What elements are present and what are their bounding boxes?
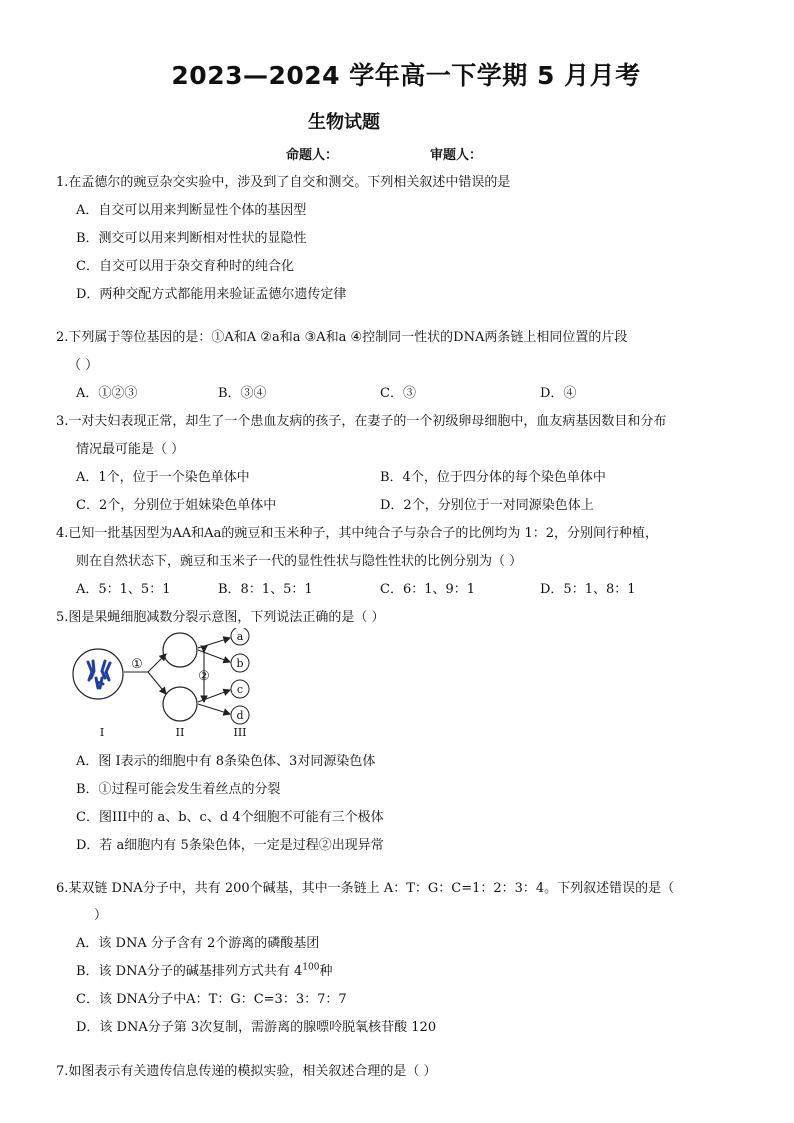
cell-ii-top — [163, 633, 197, 667]
question-5-option-a: A．图 I表示的细胞中有 8条染色体、3对同源染色体 — [76, 754, 376, 769]
question-6-option-b-tail: 种 — [319, 964, 333, 979]
cell-ii-bottom — [163, 687, 197, 721]
step-2-label: ② — [198, 669, 210, 684]
cell-d-label: d — [236, 709, 244, 722]
question-4-stem: 4.已知一批基因型为AA和Aa的豌豆和玉米种子，其中纯合子与杂合子的比例均为 1：2，分别间行种植， — [56, 526, 658, 541]
question-6-stem: 6.某双链 DNA分子中，共有 200个碱基，其中一条链上 A：T：G：C=1：2：3：4。下列叙述错误的是（ — [56, 881, 675, 896]
question-3-option-a: A．1个，位于一个染色单体中 — [76, 470, 250, 485]
question-6-option-d: D．该 DNA分子第 3次复制，需游离的腺嘌呤脱氧核苷酸 120 — [76, 1020, 437, 1035]
question-4-option-c: C．6：1、9：1 — [380, 582, 476, 597]
chromosomes-icon — [88, 661, 110, 688]
stage-ii-label: II — [175, 726, 185, 739]
question-2-option-a: A．①②③ — [76, 386, 138, 401]
exam-title: 2023—2024 学年高一下学期 5 月月考 — [171, 61, 641, 90]
question-6-option-a: A．该 DNA 分子含有 2个游离的磷酸基团 — [76, 936, 320, 951]
question-7-stem: 7.如图表示有关遗传信息传递的模拟实验，相关叙述合理的是（ ） — [56, 1064, 437, 1079]
meiosis-diagram — [70, 628, 290, 740]
stage-i-label: I — [99, 726, 105, 739]
question-5-option-d: D．若 a细胞内有 5条染色体，一定是过程②出现异常 — [76, 838, 384, 853]
question-1-option-b: B．测交可以用来判断相对性状的显隐性 — [76, 231, 307, 246]
question-6-option-b-exponent: 100 — [302, 962, 320, 973]
question-4-option-b: B．8：1、5：1 — [218, 582, 313, 597]
cell-i — [73, 649, 123, 699]
question-1-option-c: C．自交可以用于杂交育种时的纯合化 — [76, 259, 294, 274]
question-2-option-c: C．③ — [380, 386, 416, 401]
question-3-stem: 3.一对夫妇表现正常，却生了一个患血友病的孩子，在妻子的一个初级卵母细胞中，血友病基因数目和分布 — [56, 414, 667, 429]
question-2-option-d: D．④ — [540, 386, 577, 401]
question-2-option-b: B．③④ — [218, 386, 267, 401]
question-4-option-a: A．5：1、5：1 — [76, 582, 171, 597]
setter-label: 命题人： — [286, 148, 339, 163]
question-5-option-b: B．①过程可能会发生着丝点的分裂 — [76, 782, 281, 797]
question-1-stem: 1.在孟德尔的豌豆杂交实验中，涉及到了自交和测交。下列相关叙述中错误的是 — [56, 175, 511, 190]
step-1-label: ① — [131, 657, 143, 672]
question-2-stem: 2.下列属于等位基因的是：①A和A ②a和a ③A和a ④控制同一性状的DNA两条链上相同位置的片段 — [56, 330, 628, 345]
question-6-stem-cont: ） — [94, 908, 108, 923]
question-5-stem: 5.图是果蝇细胞减数分裂示意图，下列说法正确的是（ ） — [56, 610, 385, 625]
exam-subtitle: 生物试题 — [308, 112, 380, 133]
stage-iii-label: III — [233, 726, 247, 739]
question-4-option-d: D．5：1、8：1 — [540, 582, 636, 597]
question-1-option-a: A．自交可以用来判断显性个体的基因型 — [76, 203, 307, 218]
question-6-option-b — [76, 963, 332, 981]
question-2-stem-cont: （ ） — [68, 358, 99, 373]
question-6-option-b-text: B．该 DNA分子的碱基排列方式共有 4 — [76, 964, 303, 979]
question-5-option-c: C．图III中的 a、b、c、d 4个细胞不可能有三个极体 — [76, 810, 384, 825]
question-3-option-c: C．2个，分别位于姐妹染色单体中 — [76, 498, 277, 513]
question-6-option-c: C．该 DNA分子中A：T：G：C=3：3：7：7 — [76, 992, 347, 1007]
reviewer-label: 审题人： — [430, 148, 483, 163]
question-3-stem-cont: 情况最可能是（ ） — [76, 442, 185, 457]
question-3-option-b: B．4个，位于四分体的每个染色单体中 — [380, 470, 606, 485]
question-4-stem-cont: 则在自然状态下，豌豆和玉米子一代的显性性状与隐性性状的比例分别为（ ） — [76, 554, 523, 569]
cell-a-label: a — [236, 630, 244, 643]
cell-c-label: c — [236, 683, 244, 696]
question-3-option-d: D．2个，分别位于一对同源染色体上 — [380, 498, 594, 513]
cell-b-label: b — [236, 657, 244, 670]
question-1-option-d: D．两种交配方式都能用来验证孟德尔遗传定律 — [76, 287, 347, 302]
